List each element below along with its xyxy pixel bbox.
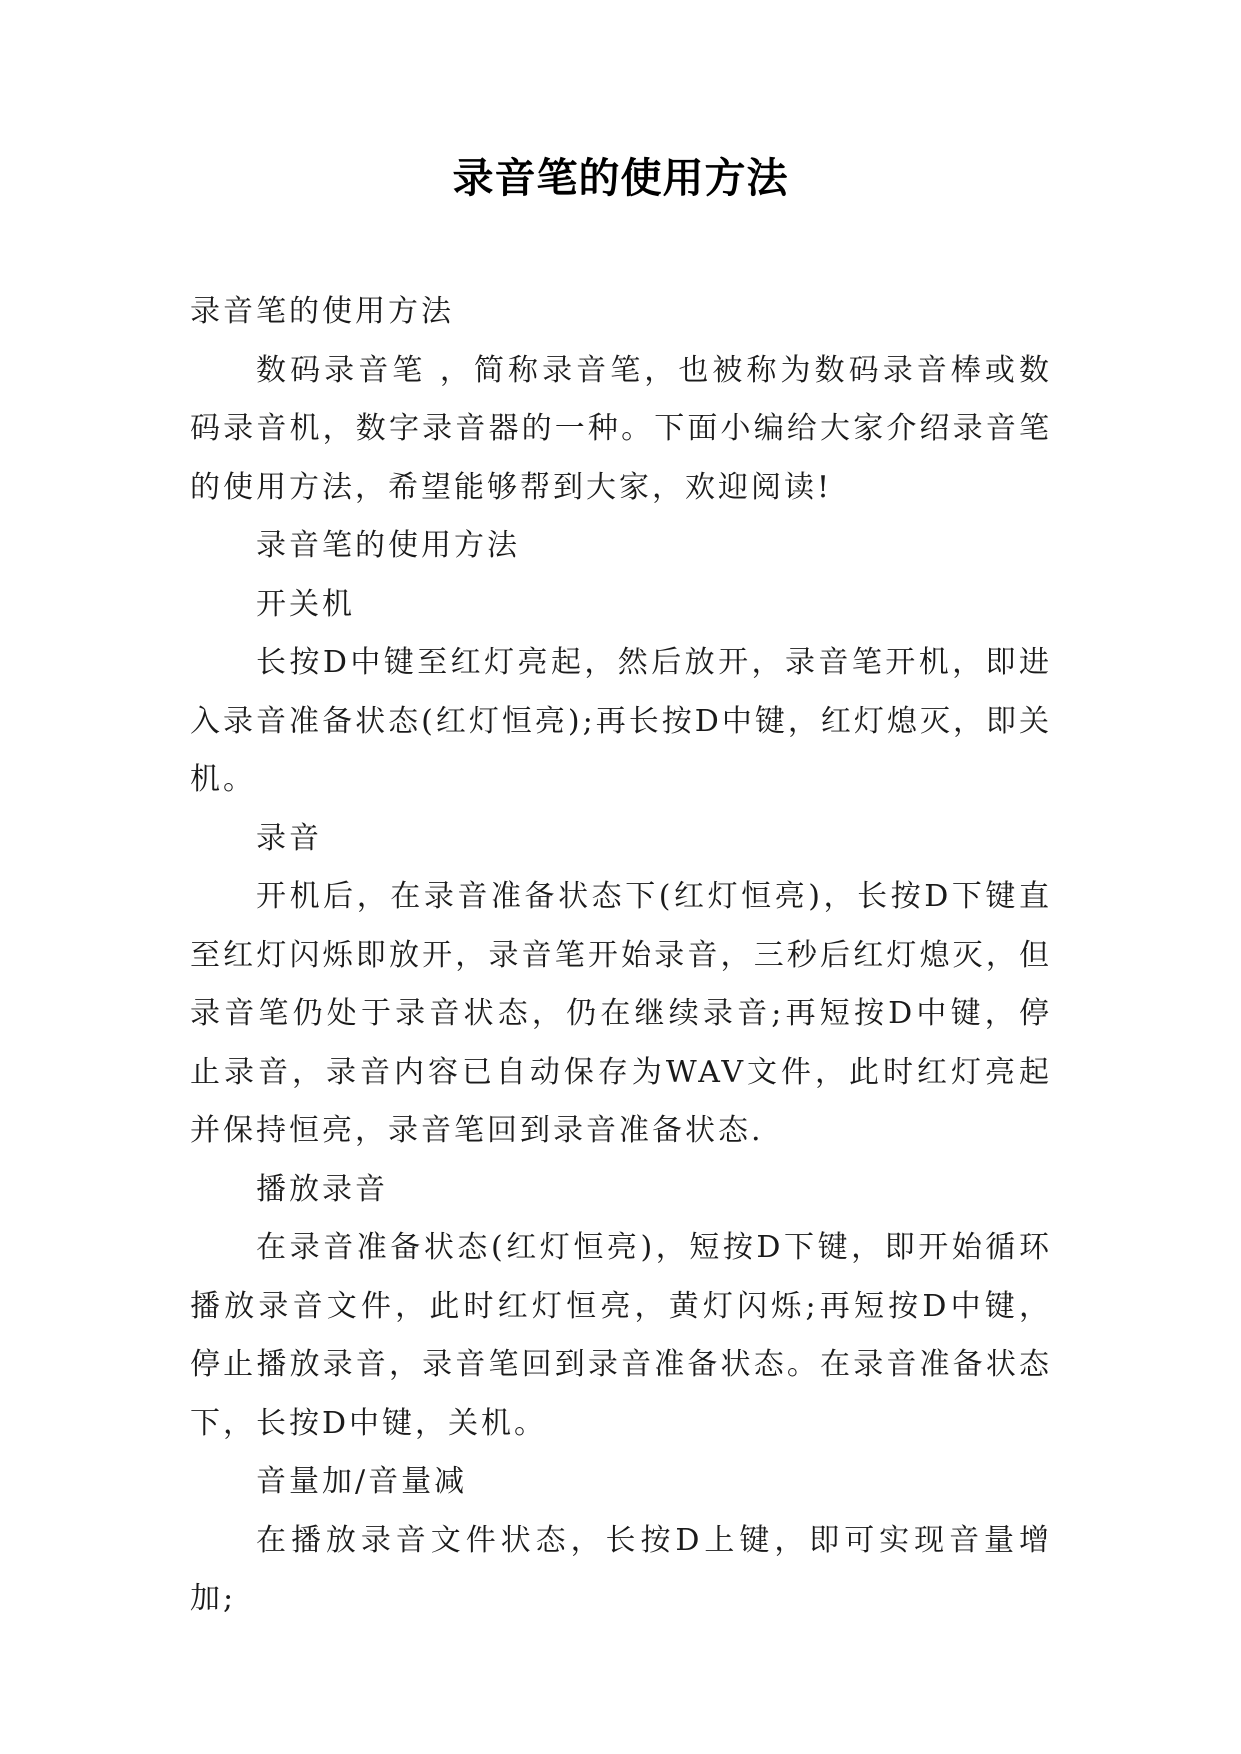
document-title: 录音笔的使用方法: [452, 154, 789, 202]
paragraph-record: 开机后，在录音准备状态下(红灯恒亮)，长按D下键直至红灯闪烁即放开，录音笔开始录音，三秒后红灯熄灭，但录音笔仍处于录音状态，仍在继续录音;再短按D中键，停止录音，录音内容已自动保存为WAV文件，此时红灯亮起并保持恒亮，录音笔回到录音准备状态.: [190, 879, 1052, 1148]
section-heading-record: 录音: [256, 820, 322, 856]
document-body: [190, 283, 1052, 1629]
paragraph-intro-heading: 录音笔的使用方法: [190, 294, 454, 329]
paragraph-playback: 在录音准备状态(红灯恒亮)，短按D下键，即开始循环播放录音文件，此时红灯恒亮，黄灯闪烁;再短按D中键，停止播放录音，录音笔回到录音准备状态。在录音准备状态下，长按D中键，关机。: [190, 1230, 1052, 1441]
paragraph-intro: 数码录音笔 ，简称录音笔，也被称为数码录音棒或数码录音机，数字录音器的一种。下面小编给大家介绍录音笔的使用方法，希望能够帮到大家，欢迎阅读!: [190, 352, 1052, 505]
section-heading-volume: 音量加/音量减: [256, 1464, 468, 1499]
section-heading-playback: 播放录音: [256, 1171, 388, 1207]
section-heading-power: 开关机: [256, 586, 355, 622]
section-heading-method: 录音笔的使用方法: [256, 528, 520, 563]
paragraph-power: 长按D中键至红灯亮起，然后放开，录音笔开机，即进入录音准备状态(红灯恒亮);再长按D中键，红灯熄灭，即关机。: [190, 645, 1052, 797]
paragraph-volume: 在播放录音文件状态，长按D上键，即可实现音量增加;: [190, 1522, 1052, 1616]
